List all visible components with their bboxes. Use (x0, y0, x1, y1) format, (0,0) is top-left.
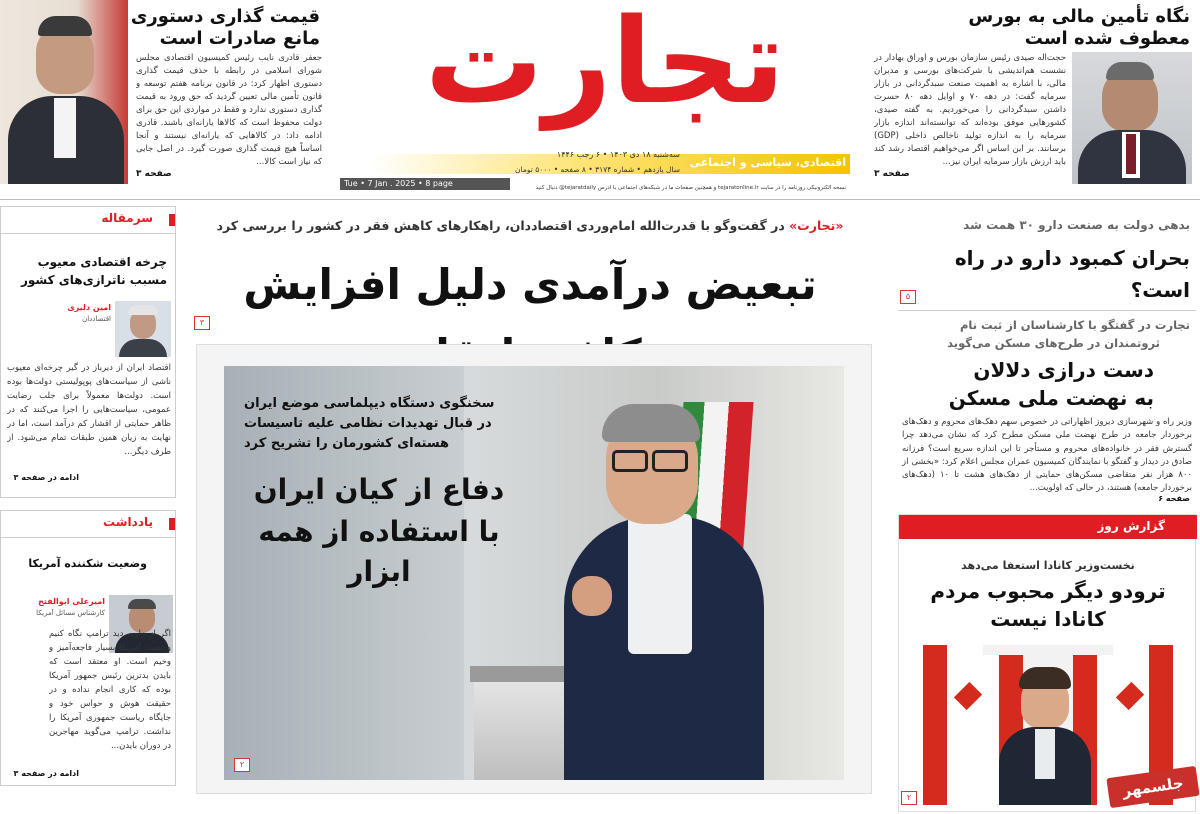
report-headline-2: کانادا نیست (990, 607, 1106, 631)
date-line: سه‌شنبه ۱۸ دی ۱۴۰۳ • ۶ رجب ۱۴۴۶ (556, 150, 680, 159)
housing-story (898, 314, 1194, 510)
masthead-divider (0, 199, 1200, 200)
top-right-page-ref: صفحه ۳ (874, 169, 910, 179)
logo-text: تجارت (424, 0, 786, 130)
photo-story-kicker-3: هسته‌ای کشورمان را تشریح کرد (244, 436, 450, 451)
site-line: نسخه الکترونیکی روزنامه را در سایت tejaratonline.ir و همچنین صفحات ما در شبکه‌های اجتماعی با آدرس tejaratdaily@ دنبال کنید (535, 185, 846, 191)
report-kicker: نخست‌وزیر کانادا استعفا می‌دهد (961, 559, 1135, 572)
note-box (0, 510, 176, 786)
editorial-section: سرمقاله (101, 211, 153, 225)
note-section: یادداشت (103, 515, 153, 529)
top-right-title-2: معطوف شده است (1024, 28, 1190, 49)
housing-page-ref: صفحه ۶ (1158, 494, 1190, 503)
watermark-text: جلسمهر (1121, 773, 1185, 801)
editorial-continue: ادامه در صفحه ۳ (13, 473, 79, 482)
main-page-num: ۳ (194, 316, 210, 330)
editorial-title-2: مسبب نا‌ترازی‌های کشور (20, 273, 167, 287)
photo-story-page-num: ۲ (234, 758, 250, 772)
top-left-page-ref: صفحه ۳ (136, 169, 172, 179)
note-body: اگر از زاویه دید ترامپ نگاه کنیم وضعیت آمریکا بسیار فاجعه‌آمیز و وخیم است. او معتقد است که بایدن بدترین رئیس جمهور آمریکا بوده که کاری انجام نداده و در حقیقت هوش و حواس خود و جایگاه ریاست جمهوری آمریکا را نداشت. ترامپ می‌گوید مهاجرین در دوران بایدن... (49, 629, 171, 751)
top-right-title-1: نگاه تأمین مالی به بورس (968, 6, 1190, 27)
note-author: امیرعلی ابوالفتح (38, 597, 105, 606)
photo-story-image (224, 366, 844, 780)
housing-body: وزیر راه و شهرسازی دیروز اظهاراتی در خصوص سهم دهک‌های محروم و دهک‌های برخوردار جامعه در طرح نهضت ملی مسکن مطرح کرد که نشان می‌دهد چرا گسترش فقر در خانواده‌های محروم و مستأجر تا این اندازه سریع است؟ فرزانه صادق در دیدار و گفتگو با نمایندگان کمیسیون عمران مجلس اعلام کرد: «بخشی از ۸۰۰ هزار نفر متقاضی مسکن‌های حمایتی از دهک‌های هشت تا ۱۰ (دهک‌های برخوردار جامعه) هستند، در حالی که اولویت... (902, 417, 1192, 494)
masthead (340, 0, 860, 198)
housing-kicker-2: ثروتمندان در طرح‌های مسکن می‌گوید (947, 336, 1160, 350)
top-left-title-2: مانع صادرات است (159, 28, 320, 49)
photo-story-kicker-1: سخنگوی دستگاه دیپلماسی موضع ایران (244, 396, 495, 411)
housing-headline-2: به نهضت ملی مسکن (948, 386, 1154, 410)
report-section: گزارش روز (1097, 519, 1165, 533)
tagline: اقتصادی، سیاسی و اجتماعی (689, 156, 846, 169)
main-kicker-brand: «تجارت» (789, 218, 844, 233)
latin-date-text: Tue • 7 Jan . 2025 • 8 page (344, 179, 453, 188)
drug-headline: بحران کمبود دارو در راه است؟ (954, 246, 1190, 302)
drug-kicker: بدهی دولت به صنعت دارو ۳۰ همت شد (963, 218, 1190, 232)
main-kicker (190, 218, 870, 233)
photo-story-headline-2: با استفاده از همه ابزار (258, 515, 500, 588)
note-title: وضعیت شکننده آمریکا (28, 557, 147, 570)
top-left-title-1: قیمت گذاری دستوری (130, 6, 320, 27)
housing-headline-1: دست درازی دلالان (973, 358, 1154, 382)
issue-line: سال یازدهم • شماره ۳۱۷۴ • ۸ صفحه • ۵۰۰۰ تومان (515, 165, 680, 174)
editorial-author-photo (115, 301, 171, 357)
editorial-box (0, 206, 176, 498)
note-continue: ادامه در صفحه ۳ (13, 769, 79, 778)
editorial-body: اقتصاد ایران از دیرباز در گیر چرخه‌ای معیوب ناشی از سیاست‌های پوپولیستی دولت‌ها بوده است. دولت‌ها معمولاً برای جلب رضایت عمومی، سیاست‌هایی را اجرا می‌کنند که در ظاهر حمایتی از اقشار کم درآمد است، اما در نهایت به زیان همین طبقات تمام می‌شود. از طرف دیگر... (7, 363, 171, 457)
saidi-photo (1072, 52, 1192, 184)
main-headline: تبعیض درآمدی دلیل افزایش (243, 260, 817, 309)
top-right-story (868, 0, 1200, 198)
masthead-logo (360, 0, 850, 136)
editorial-author: امین دلیری (67, 303, 111, 312)
editorial-title-1: چرخه اقتصادی معیوب (37, 255, 167, 269)
editorial-section-bar (169, 214, 175, 226)
report-box (898, 514, 1196, 812)
top-left-body: جعفر قادری نایب رئیس کمیسیون اقتصادی مجلس شورای اسلامی در رابطه با حذف قیمت گذاری دستوری اظهار کرد: در قانون برنامه هفتم توسعه و قانون تأمین مالی تعیین گردید که حق ورود به قیمت گذاری دستوری ندارد و فقط در مواردی این حق برای دولت محفوظ است که کالاها یارانه‌ای باشند. قادری ادامه داد: در کالاهایی که یارانه‌ای نیستند و آنجا اساساً هیچ قیمت گذاری صورت گیرد. در اصل جایی که نیاز است کالا... (136, 53, 322, 167)
photo-story-headline-1: دفاع از کیان ایران (253, 473, 505, 506)
editorial-author-role: اقتصاددان (82, 315, 111, 323)
qaderi-photo (0, 0, 128, 184)
note-section-bar (169, 518, 175, 530)
drug-story (898, 212, 1194, 308)
drug-page-num: ۵ (900, 290, 916, 304)
report-headline-1: ترودو دیگر محبوب مردم (930, 579, 1166, 603)
top-right-body: حجت‌اله صیدی رئیس سازمان بورس و اوراق بهادار در نشست هم‌اندیشی با شرکت‌های بورسی و مدیران مالی، با اشاره به اهمیت صنعت سبدگردانی در بازار سرمایه گفت: در دهه ۷۰ و اوایل دهه ۸۰ حسرت داشتن سبدگردانی را می‌خوردیم. به گفته صیدی، کشورهایی موفق بوده‌اند که توانسته‌اند اندازه بازار سرمایه را به اندازه تولید ناخالص داخلی (GDP) برسانند. بر این اساس اگر می‌خواهیم اقتصاد رشد کند باید ارزش بازار سرمایه ایران نیز... (874, 53, 1066, 167)
main-kicker-text: در گفت‌وگو با قدرت‌الله امام‌وردی اقتصاددان، راهکارهای کاهش فقر در کشور را بررسی کرد (216, 218, 785, 233)
note-author-role: کارشناس مسائل آمریکا (36, 609, 105, 617)
photo-story-kicker-2: در قبال تهدیدات نظامی علیه تاسیسات (244, 416, 492, 431)
housing-kicker-1: تجارت در گفتگو با کارشناسان از ثبت نام (959, 318, 1190, 332)
top-left-story (0, 0, 332, 198)
report-page-num: ۲ (901, 791, 917, 805)
